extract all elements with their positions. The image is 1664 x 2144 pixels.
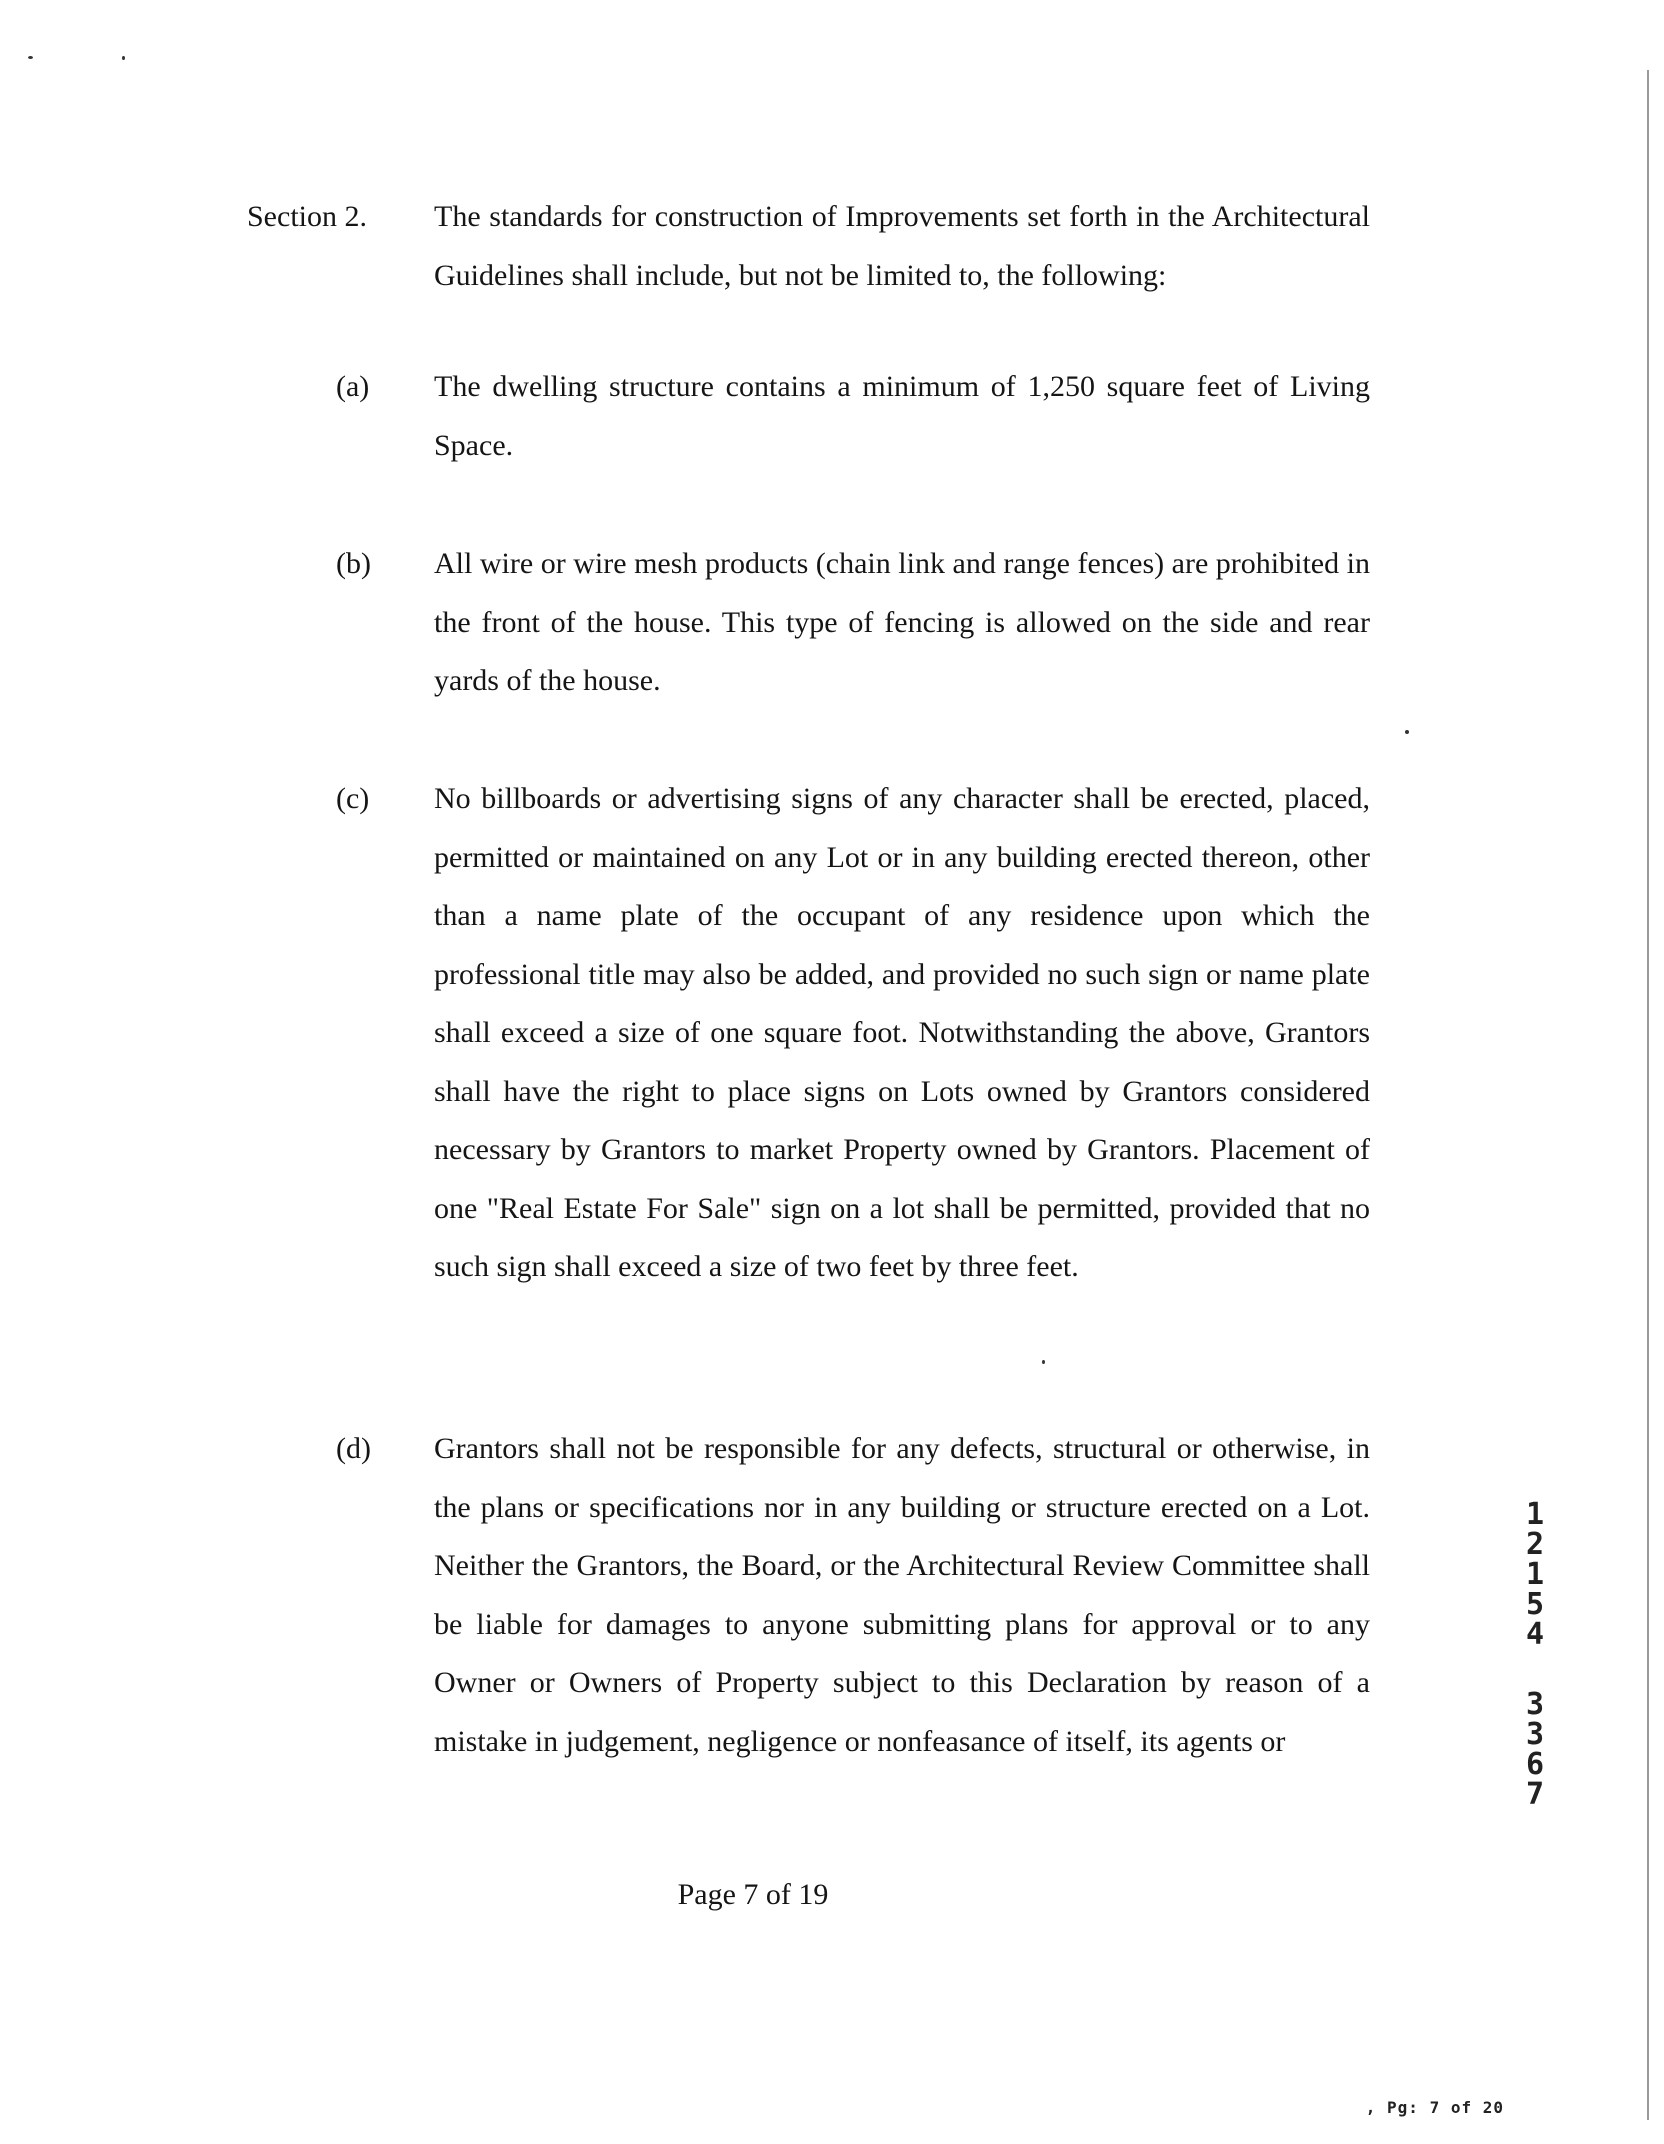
item-label-c: (c): [336, 782, 370, 815]
fax-page-footer: , Pg: 7 of 20: [1365, 2098, 1504, 2117]
scan-speck: [1042, 1360, 1045, 1364]
item-label-b: (b): [336, 547, 371, 580]
section-intro: The standards for construction of Improvements set forth in the Architectural Guidelines shall include, but not be limited to, the following:: [434, 200, 1370, 292]
scan-edge-line: [1647, 70, 1649, 2120]
item-label-d: (d): [336, 1432, 371, 1465]
page-number-footer: Page 7 of 19: [677, 1878, 829, 1911]
recording-stamp-page-text: 3 3 6 7: [1525, 1687, 1545, 1812]
item-label-a: (a): [336, 370, 370, 403]
item-text-a: The dwelling structure contains a minimum of 1,250 square feet of Living Space.: [434, 370, 1370, 462]
item-text-b: All wire or wire mesh products (chain link and range fences) are prohibited in the front of the house. This type of fencing is allowed on the side and rear yards of the house.: [434, 547, 1370, 697]
recording-stamp-book-text: 1 2 1 5 4: [1525, 1497, 1545, 1652]
recording-stamp-page: [1520, 1687, 1550, 1812]
item-text-c: No billboards or advertising signs of any character shall be erected, placed, permitted or maintained on any Lot or in any building erected thereon, other than a name plate of the occupant of any residence upon which the professional title may also be added, and provided no such sign or name plate shall exceed a size of one square foot. Notwithstanding the above, Grantors shall have the right to place signs on Lots owned by Grantors considered necessary by Grantors to market Property owned by Grantors. Placement of one "Real Estate For Sale" sign on a lot shall be permitted, provided that no such sign shall exceed a size of two feet by three feet.: [434, 782, 1370, 1283]
scan-speck: [1405, 730, 1409, 734]
section-label: Section 2.: [247, 200, 367, 233]
recording-stamp-book: [1520, 1497, 1550, 1652]
scan-speck: [28, 56, 33, 59]
scan-speck: [122, 56, 125, 60]
item-text-d: Grantors shall not be responsible for any defects, structural or otherwise, in the plans or specifications nor in any building or structure erected on a Lot. Neither the Grantors, the Board, or the Architectural Review Committee shall be liable for damages to anyone submitting plans for approval or to any Owner or Owners of Property subject to this Declaration by reason of a mistake in judgement, negligence or nonfeasance of itself, its agents or: [434, 1432, 1370, 1758]
